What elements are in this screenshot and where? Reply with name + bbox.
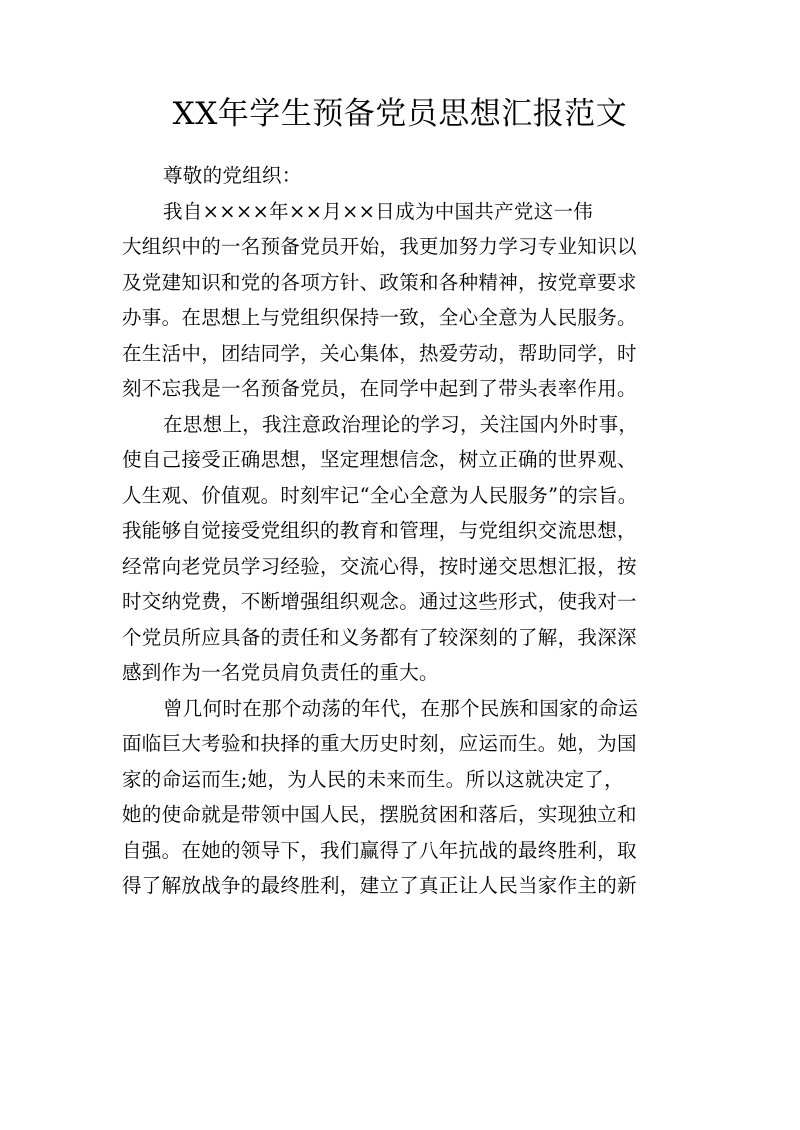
paragraph-2 bbox=[122, 407, 692, 691]
paragraph-line: 及党建知识和党的各项方针、政策和各种精神，按党章要求 bbox=[122, 270, 637, 294]
paragraph-line: 在思想上，我注意政治理论的学习，关注国内外时事， bbox=[163, 412, 639, 436]
paragraph-1 bbox=[122, 194, 692, 407]
paragraph-line: 刻不忘我是一名预备党员，在同学中起到了带头表率作用。 bbox=[122, 377, 637, 400]
paragraph-line: 我自××××年××月××日成为中国共产党这一伟 bbox=[163, 199, 594, 223]
paragraph-line: 她的使命就是带领中国人民，摆脱贫困和落后，实现独立和 bbox=[122, 803, 637, 826]
paragraph-line: 感到作为一名党员肩负责任的重大。 bbox=[122, 661, 439, 684]
paragraph-line: 大组织中的一名预备党员开始，我更加努力学习专业知识以 bbox=[122, 235, 637, 258]
paragraph-line: 得了解放战争的最终胜利，建立了真正让人民当家作主的新 bbox=[122, 874, 637, 897]
paragraph-line: 时交纳党费，不断增强组织观念。通过这些形式，使我对一 bbox=[122, 590, 637, 613]
document-title: XX年学生预备党员思想汇报范文 bbox=[172, 96, 628, 132]
paragraph-line: 家的命运而生;她，为人民的未来而生。所以这就决定了， bbox=[122, 767, 624, 791]
salutation: 尊敬的党组织： bbox=[163, 164, 302, 187]
paragraph-line: 办事。在思想上与党组织保持一致，全心全意为人民服务。 bbox=[122, 306, 637, 329]
paragraph-line: 曾几何时在那个动荡的年代，在那个民族和国家的命运 bbox=[163, 696, 639, 720]
paragraph-line: 面临巨大考验和抉择的重大历史时刻，应运而生。她，为国 bbox=[122, 732, 637, 755]
paragraph-line: 使自己接受正确思想，坚定理想信念，树立正确的世界观、 bbox=[122, 448, 637, 471]
paragraph-line: 人生观、价值观。时刻牢记“全心全意为人民服务”的宗旨。 bbox=[122, 483, 638, 507]
paragraph-line: 我能够自觉接受党组织的教育和管理，与党组织交流思想， bbox=[122, 519, 637, 542]
paragraph-3 bbox=[122, 691, 692, 904]
paragraph-line: 经常向老党员学习经验，交流心得，按时递交思想汇报，按 bbox=[122, 554, 637, 578]
document-body bbox=[122, 158, 692, 904]
paragraph-line: 在生活中，团结同学，关心集体，热爱劳动，帮助同学，时 bbox=[122, 341, 637, 365]
paragraph-line: 自强。在她的领导下，我们赢得了八年抗战的最终胜利，取 bbox=[122, 838, 637, 862]
paragraph-line: 个党员所应具备的责任和义务都有了较深刻的了解，我深深 bbox=[122, 625, 637, 649]
